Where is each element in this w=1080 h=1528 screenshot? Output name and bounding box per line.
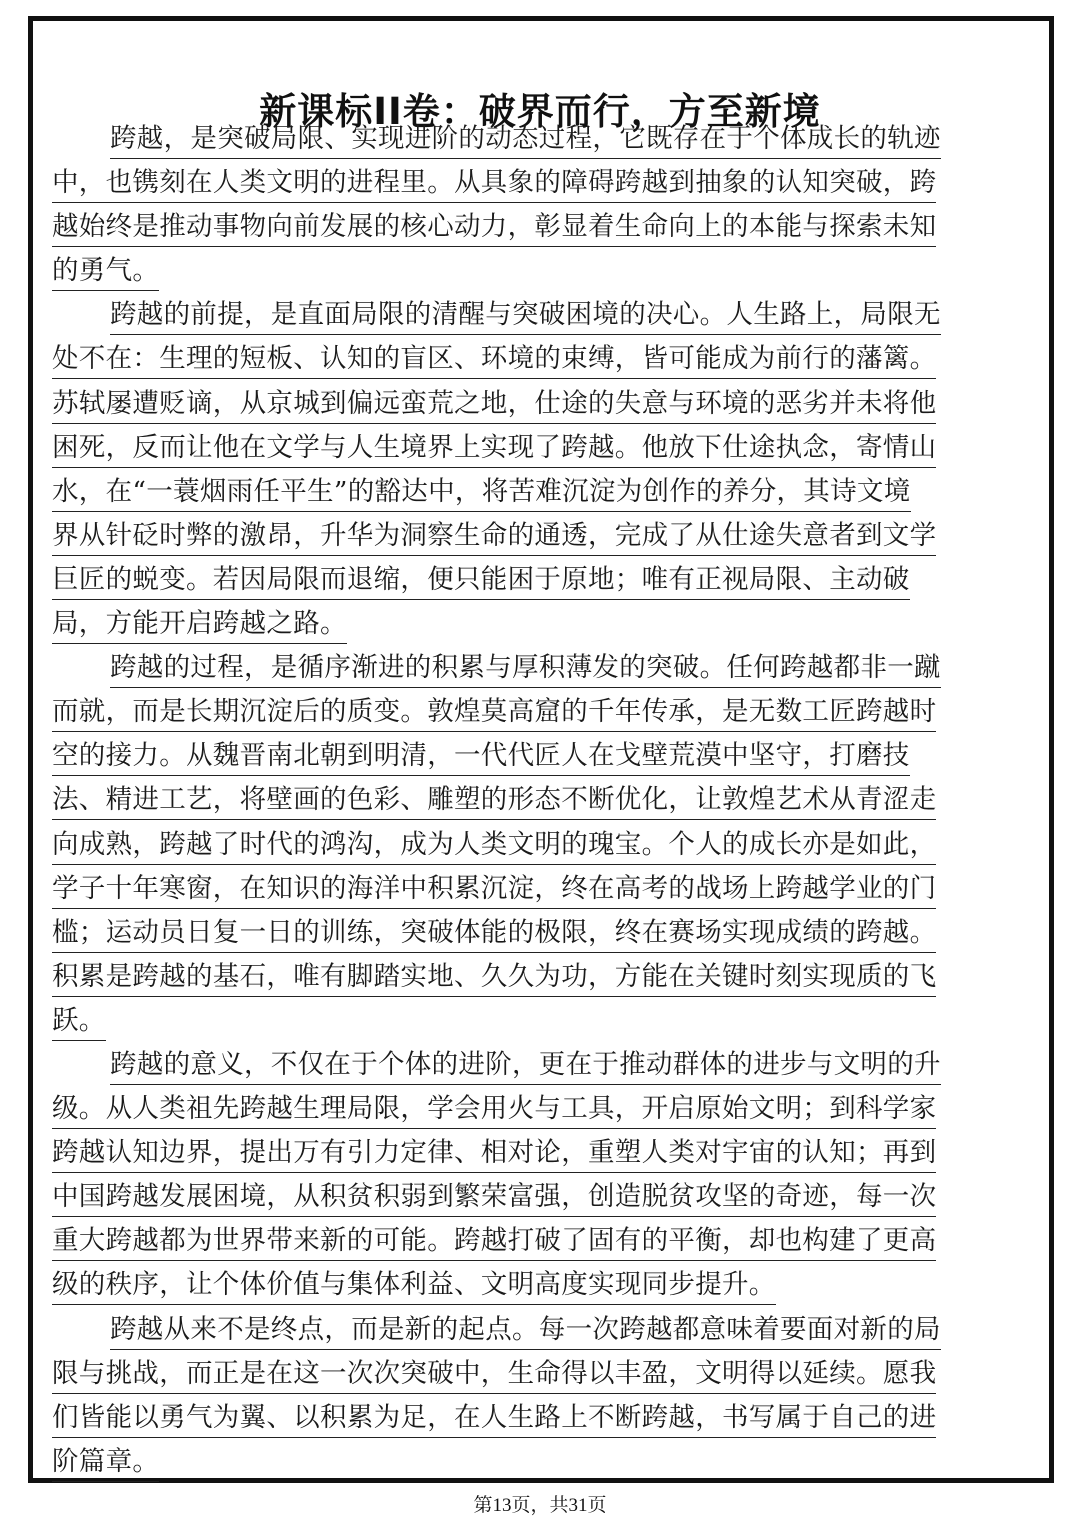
essay-line: 跨越的过程，是循序渐进的积累与厚积薄发的突破。任何跨越都非一蹴	[52, 649, 1014, 693]
essay-line: 困死，反而让他在文学与人生境界上实现了跨越。他放下仕途执念，寄情山	[52, 429, 1014, 473]
essay-line: 重大跨越都为世界带来新的可能。跨越打破了固有的平衡，却也构建了更高	[52, 1222, 1014, 1266]
essay-line: 跨越认知边界，提出万有引力定律、相对论，重塑人类对宇宙的认知；再到	[52, 1134, 1014, 1178]
essay-line: 向成熟，跨越了时代的鸿沟，成为人类文明的瑰宝。个人的成长亦是如此，	[52, 826, 1014, 870]
essay-line: 界从针砭时弊的激昂，升华为洞察生命的通透，完成了从仕途失意者到文学	[52, 517, 1014, 561]
essay-title: 新课标II卷：破界而行，方至新境	[259, 89, 821, 133]
essay-line: 中国跨越发展困境，从积贫积弱到繁荣富强，创造脱贫攻坚的奇迹，每一次	[52, 1178, 1014, 1222]
essay-line: 处不在：生理的短板、认知的盲区、环境的束缚，皆可能成为前行的藩篱。	[52, 340, 1014, 384]
essay-line: 槛；运动员日复一日的训练，突破体能的极限，终在赛场实现成绩的跨越。	[52, 914, 1014, 958]
essay-line: 法、精进工艺，将壁画的色彩、雕塑的形态不断优化，让敦煌艺术从青涩走	[52, 781, 1014, 825]
essay-line: 越始终是推动事物向前发展的核心动力，彰显着生命向上的本能与探索未知	[52, 208, 1014, 252]
essay-line: 局，方能开启跨越之路。	[52, 605, 1014, 649]
paragraph-2	[52, 296, 1014, 649]
paragraph-4	[52, 1046, 1014, 1311]
essay-line: 跨越从来不是终点，而是新的起点。每一次跨越都意味着要面对新的局	[52, 1311, 1014, 1355]
essay-line: 的勇气。	[52, 252, 1014, 296]
essay-line: 跨越的意义，不仅在于个体的进阶，更在于推动群体的进步与文明的升	[52, 1046, 1014, 1090]
essay-line: 而就，而是长期沉淀后的质变。敦煌莫高窟的千年传承，是无数工匠跨越时	[52, 693, 1014, 737]
essay-line: 级。从人类祖先跨越生理局限，学会用火与工具，开启原始文明；到科学家	[52, 1090, 1014, 1134]
paragraph-5	[52, 1311, 1014, 1487]
essay-line: 们皆能以勇气为翼、以积累为足，在人生路上不断跨越，书写属于自己的进	[52, 1399, 1014, 1443]
essay-line: 跨越的前提，是直面局限的清醒与突破困境的决心。人生路上，局限无	[52, 296, 1014, 340]
essay-line: 跨越，是突破局限、实现进阶的动态过程，它既存在于个体成长的轨迹	[52, 120, 1014, 164]
essay-line: 学子十年寒窗，在知识的海洋中积累沉淀，终在高考的战场上跨越学业的门	[52, 870, 1014, 914]
page-number: 第13页，共31页	[473, 1495, 607, 1516]
essay-line: 空的接力。从魏晋南北朝到明清，一代代匠人在戈壁荒漠中坚守，打磨技	[52, 737, 1014, 781]
essay-line: 巨匠的蜕变。若因局限而退缩，便只能困于原地；唯有正视局限、主动破	[52, 561, 1014, 605]
essay-line: 积累是跨越的基石，唯有脚踏实地、久久为功，方能在关键时刻实现质的飞	[52, 958, 1014, 1002]
essay-line: 中，也镌刻在人类文明的进程里。从具象的障碍跨越到抽象的认知突破，跨	[52, 164, 1014, 208]
paragraph-1	[52, 120, 1014, 296]
essay-line: 级的秩序，让个体价值与集体利益、文明高度实现同步提升。	[52, 1266, 1014, 1310]
essay-line: 限与挑战，而正是在这一次次突破中，生命得以丰盈，文明得以延续。愿我	[52, 1355, 1014, 1399]
essay-line: 水，在“一蓑烟雨任平生”的豁达中，将苦难沉淀为创作的养分，其诗文境	[52, 473, 1014, 517]
essay-line: 跃。	[52, 1002, 1014, 1046]
essay-line: 阶篇章。	[52, 1443, 1014, 1487]
essay-line: 苏轼屡遭贬谪，从京城到偏远蛮荒之地，仕途的失意与环境的恶劣并未将他	[52, 385, 1014, 429]
paragraph-3	[52, 649, 1014, 1046]
essay-body	[52, 120, 1014, 1487]
